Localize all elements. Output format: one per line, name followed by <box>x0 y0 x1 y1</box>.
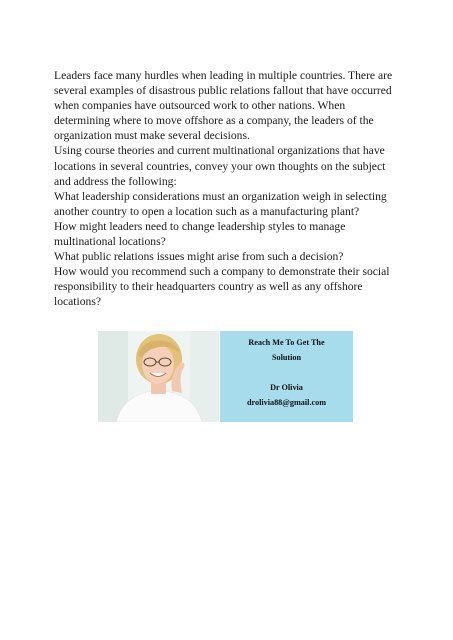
question-leadership-styles: How might leaders need to change leadership styles to manage multinational locations? <box>54 219 346 249</box>
question-leadership-considerations: What leadership considerations must an organization weigh in selecting another country to open a location such as a manufacturing plant? <box>54 189 387 218</box>
contact-name: Dr Olivia <box>270 383 303 392</box>
cta-line-2: Solution <box>271 353 302 362</box>
contact-info-panel <box>220 331 353 422</box>
question-public-relations: What public relations issues might arise from such a decision? <box>54 250 344 264</box>
paragraph-intro: Leaders face many hurdles when leading in multiple countries. There are several examples of disastrous public relations fallout that have occurred when companies have outsourced work to other nations. When determining where to move offshore as a company, the leaders of the organization must make several decisions. <box>54 69 393 143</box>
question-social-responsibility: How would you recommend such a company to demonstrate their social responsibility to their headquarters country as well as any offshore locations? <box>54 265 390 309</box>
cta-line-1: Reach Me To Get The <box>248 338 325 347</box>
contact-banner <box>98 331 353 422</box>
paragraph-instructions: Using course theories and current multinational organizations that have locations in several countries, convey your own thoughts on the subject and address the following: <box>54 144 386 188</box>
woman-photo <box>98 331 219 422</box>
woman-portrait-icon <box>98 331 219 422</box>
contact-email: drolivia88@gmail.com <box>246 398 327 407</box>
document-body <box>54 68 404 310</box>
